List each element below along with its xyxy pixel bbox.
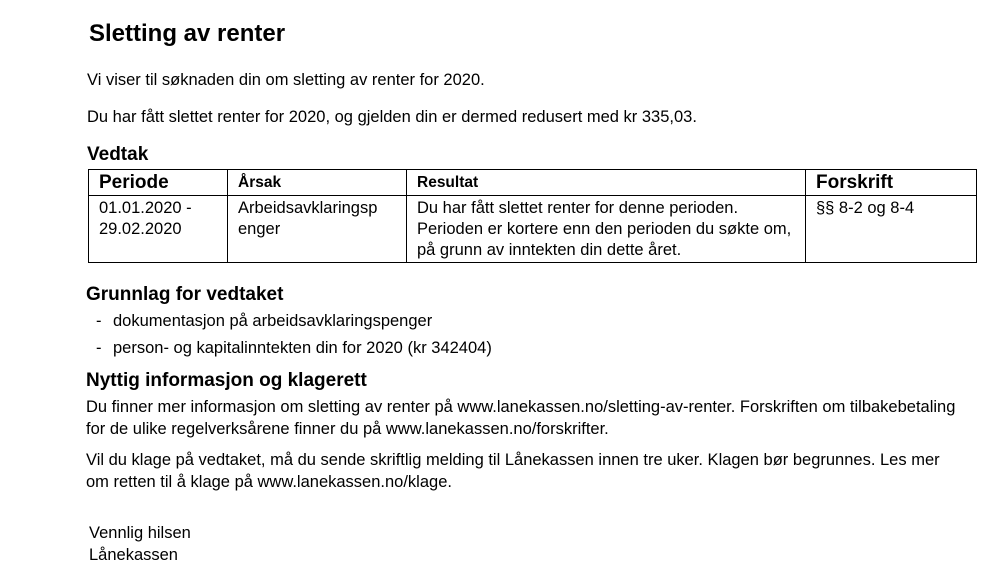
cell-forskrift: §§ 8-2 og 8-4	[806, 196, 977, 263]
list-item-text: person- og kapitalinntekten din for 2020 (kr 342404)	[113, 339, 492, 357]
header-arsak: Årsak	[228, 170, 407, 196]
info-paragraph: Du finner mer informasjon om sletting av renter på www.lanekassen.no/sletting-av-renter. Forskriften om tilbakebetaling for de ulike regelverksårene finner du på www.lanekassen.no/forskrifter.	[86, 398, 956, 438]
grunnlag-list	[96, 310, 492, 364]
header-periode: Periode	[89, 170, 228, 196]
intro-text: Vi viser til søknaden din om sletting av renter for 2020.	[87, 71, 485, 89]
signature-text: Lånekassen	[89, 546, 178, 564]
list-item	[96, 337, 492, 359]
list-item-text: dokumentasjon på arbeidsavklaringspenger	[113, 312, 433, 330]
cell-arsak	[228, 196, 407, 263]
summary-text: Du har fått slettet renter for 2020, og gjelden din er dermed redusert med kr 335,03.	[87, 108, 697, 126]
header-resultat: Resultat	[407, 170, 806, 196]
table-row	[89, 196, 977, 263]
signature-block	[89, 522, 191, 566]
vedtak-heading: Vedtak	[87, 144, 149, 165]
grunnlag-heading: Grunnlag for vedtaket	[86, 284, 284, 305]
arsak-line2: enger	[238, 220, 281, 238]
complaint-paragraph: Vil du klage på vedtaket, må du sende skriftlig melding til Lånekassen innen tre uker. Klagen bør begrunnes. Les mer om retten til å klage på www.lanekassen.no/klage.	[86, 451, 940, 491]
periode-start: 01.01.2020 -	[99, 199, 192, 217]
closing-text: Vennlig hilsen	[89, 524, 191, 542]
nyttig-heading: Nyttig informasjon og klagerett	[86, 370, 367, 391]
vedtak-table	[88, 169, 977, 263]
periode-end: 29.02.2020	[99, 220, 182, 238]
bullet-dash: -	[96, 312, 102, 330]
bullet-dash: -	[96, 339, 102, 357]
table-header-row	[89, 170, 977, 196]
cell-resultat: Du har fått slettet renter for denne perioden. Perioden er kortere enn den perioden du søkte om, på grunn av inntekten din dette året.	[407, 196, 806, 263]
cell-periode	[89, 196, 228, 263]
arsak-line1: Arbeidsavklaringsp	[238, 199, 378, 217]
header-forskrift: Forskrift	[806, 170, 977, 196]
list-item	[96, 310, 492, 332]
document-title: Sletting av renter	[89, 20, 286, 47]
